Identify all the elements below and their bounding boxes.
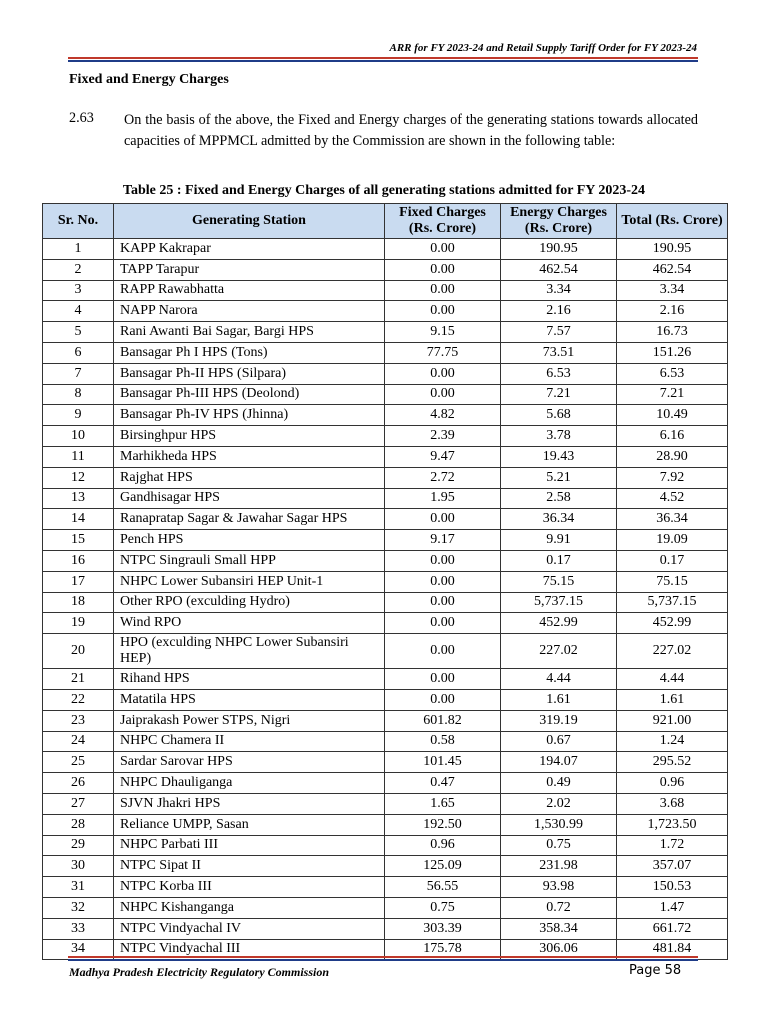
cell-total: 10.49 bbox=[617, 405, 728, 426]
cell-total: 3.34 bbox=[617, 280, 728, 301]
table-row bbox=[43, 530, 728, 551]
cell-fixed: 0.00 bbox=[385, 571, 501, 592]
cell-sr-no: 30 bbox=[43, 856, 114, 877]
cell-total: 921.00 bbox=[617, 710, 728, 731]
cell-sr-no: 15 bbox=[43, 530, 114, 551]
cell-sr-no: 8 bbox=[43, 384, 114, 405]
table-row bbox=[43, 918, 728, 939]
cell-station: NHPC Lower Subansiri HEP Unit-1 bbox=[114, 571, 385, 592]
cell-station: RAPP Rawabhatta bbox=[114, 280, 385, 301]
table-row bbox=[43, 710, 728, 731]
cell-station: Rajghat HPS bbox=[114, 467, 385, 488]
cell-total: 1.24 bbox=[617, 731, 728, 752]
header-total: Total (Rs. Crore) bbox=[617, 204, 728, 239]
cell-sr-no: 25 bbox=[43, 752, 114, 773]
cell-station: Gandhisagar HPS bbox=[114, 488, 385, 509]
cell-energy: 36.34 bbox=[501, 509, 617, 530]
cell-sr-no: 11 bbox=[43, 446, 114, 467]
table-row bbox=[43, 752, 728, 773]
cell-fixed: 0.00 bbox=[385, 384, 501, 405]
table-row bbox=[43, 301, 728, 322]
cell-energy: 2.58 bbox=[501, 488, 617, 509]
cell-fixed: 77.75 bbox=[385, 342, 501, 363]
cell-fixed: 9.17 bbox=[385, 530, 501, 551]
cell-energy: 319.19 bbox=[501, 710, 617, 731]
table-row bbox=[43, 342, 728, 363]
running-header: ARR for FY 2023-24 and Retail Supply Tariff Order for FY 2023-24 bbox=[389, 42, 697, 54]
cell-sr-no: 1 bbox=[43, 239, 114, 260]
cell-fixed: 0.00 bbox=[385, 669, 501, 690]
cell-energy: 73.51 bbox=[501, 342, 617, 363]
footer-organization: Madhya Pradesh Electricity Regulatory Commission bbox=[69, 965, 330, 979]
cell-total: 190.95 bbox=[617, 239, 728, 260]
cell-fixed: 9.15 bbox=[385, 322, 501, 343]
cell-station: Reliance UMPP, Sasan bbox=[114, 814, 385, 835]
cell-sr-no: 27 bbox=[43, 793, 114, 814]
cell-fixed: 2.39 bbox=[385, 426, 501, 447]
cell-station: SJVN Jhakri HPS bbox=[114, 793, 385, 814]
cell-sr-no: 24 bbox=[43, 731, 114, 752]
table-row bbox=[43, 897, 728, 918]
cell-total: 295.52 bbox=[617, 752, 728, 773]
table-row bbox=[43, 488, 728, 509]
cell-station: NAPP Narora bbox=[114, 301, 385, 322]
cell-total: 661.72 bbox=[617, 918, 728, 939]
cell-sr-no: 33 bbox=[43, 918, 114, 939]
table-row bbox=[43, 814, 728, 835]
cell-energy: 3.34 bbox=[501, 280, 617, 301]
cell-energy: 462.54 bbox=[501, 259, 617, 280]
cell-total: 462.54 bbox=[617, 259, 728, 280]
cell-sr-no: 14 bbox=[43, 509, 114, 530]
cell-total: 7.92 bbox=[617, 467, 728, 488]
cell-station: Bansagar Ph-IV HPS (Jhinna) bbox=[114, 405, 385, 426]
cell-station: Sardar Sarovar HPS bbox=[114, 752, 385, 773]
cell-energy: 75.15 bbox=[501, 571, 617, 592]
cell-sr-no: 7 bbox=[43, 363, 114, 384]
cell-station: NTPC Singrauli Small HPP bbox=[114, 550, 385, 571]
table-row bbox=[43, 773, 728, 794]
table-row bbox=[43, 405, 728, 426]
cell-total: 6.16 bbox=[617, 426, 728, 447]
cell-fixed: 0.00 bbox=[385, 550, 501, 571]
cell-fixed: 0.00 bbox=[385, 280, 501, 301]
cell-sr-no: 26 bbox=[43, 773, 114, 794]
cell-station: Jaiprakash Power STPS, Nigri bbox=[114, 710, 385, 731]
cell-station: Pench HPS bbox=[114, 530, 385, 551]
cell-fixed: 0.47 bbox=[385, 773, 501, 794]
cell-total: 150.53 bbox=[617, 877, 728, 898]
header-generating-station: Generating Station bbox=[114, 204, 385, 239]
paragraph-number: 2.63 bbox=[69, 110, 94, 126]
paragraph-text: On the basis of the above, the Fixed and Energy charges of the generating stations towards allocated capacities of MPPMCL admitted by the Commission are shown in the following table: bbox=[124, 112, 698, 149]
table-caption: Table 25 : Fixed and Energy Charges of all generating stations admitted for FY 2023-24 bbox=[122, 183, 646, 198]
cell-station: NHPC Chamera II bbox=[114, 731, 385, 752]
table-row bbox=[43, 592, 728, 613]
table-row bbox=[43, 426, 728, 447]
cell-sr-no: 3 bbox=[43, 280, 114, 301]
header-fixed-charges: Fixed Charges (Rs. Crore) bbox=[385, 204, 501, 239]
cell-station: Matatila HPS bbox=[114, 689, 385, 710]
cell-total: 7.21 bbox=[617, 384, 728, 405]
cell-sr-no: 19 bbox=[43, 613, 114, 634]
cell-station: NTPC Sipat II bbox=[114, 856, 385, 877]
cell-fixed: 0.58 bbox=[385, 731, 501, 752]
cell-total: 75.15 bbox=[617, 571, 728, 592]
cell-sr-no: 23 bbox=[43, 710, 114, 731]
cell-energy: 5.68 bbox=[501, 405, 617, 426]
table-row bbox=[43, 856, 728, 877]
cell-fixed: 0.00 bbox=[385, 592, 501, 613]
cell-sr-no: 2 bbox=[43, 259, 114, 280]
cell-sr-no: 6 bbox=[43, 342, 114, 363]
cell-station: Bansagar Ph-III HPS (Deolond) bbox=[114, 384, 385, 405]
table-row bbox=[43, 571, 728, 592]
cell-fixed: 0.75 bbox=[385, 897, 501, 918]
header-energy-charges: Energy Charges (Rs. Crore) bbox=[501, 204, 617, 239]
cell-station: NTPC Korba III bbox=[114, 877, 385, 898]
cell-sr-no: 5 bbox=[43, 322, 114, 343]
cell-energy: 0.67 bbox=[501, 731, 617, 752]
cell-fixed: 0.00 bbox=[385, 363, 501, 384]
footer-rule-blue bbox=[68, 959, 698, 961]
cell-sr-no: 21 bbox=[43, 669, 114, 690]
cell-energy: 2.02 bbox=[501, 793, 617, 814]
cell-energy: 6.53 bbox=[501, 363, 617, 384]
cell-total: 0.17 bbox=[617, 550, 728, 571]
cell-sr-no: 22 bbox=[43, 689, 114, 710]
section-title: Fixed and Energy Charges bbox=[69, 72, 229, 87]
cell-energy: 0.75 bbox=[501, 835, 617, 856]
table-row bbox=[43, 509, 728, 530]
cell-fixed: 0.00 bbox=[385, 634, 501, 669]
cell-fixed: 56.55 bbox=[385, 877, 501, 898]
cell-station: Bansagar Ph I HPS (Tons) bbox=[114, 342, 385, 363]
cell-fixed: 0.96 bbox=[385, 835, 501, 856]
cell-station: Wind RPO bbox=[114, 613, 385, 634]
table-row bbox=[43, 322, 728, 343]
table-row bbox=[43, 613, 728, 634]
cell-sr-no: 4 bbox=[43, 301, 114, 322]
footer-rule-red bbox=[68, 956, 698, 958]
cell-total: 2.16 bbox=[617, 301, 728, 322]
cell-station: NHPC Kishanganga bbox=[114, 897, 385, 918]
table-row bbox=[43, 835, 728, 856]
cell-total: 452.99 bbox=[617, 613, 728, 634]
cell-total: 1,723.50 bbox=[617, 814, 728, 835]
cell-fixed: 303.39 bbox=[385, 918, 501, 939]
cell-fixed: 0.00 bbox=[385, 689, 501, 710]
cell-energy: 194.07 bbox=[501, 752, 617, 773]
cell-sr-no: 34 bbox=[43, 939, 114, 960]
cell-energy: 93.98 bbox=[501, 877, 617, 898]
cell-station: Other RPO (exculding Hydro) bbox=[114, 592, 385, 613]
cell-total: 4.52 bbox=[617, 488, 728, 509]
header-sr-no: Sr. No. bbox=[43, 204, 114, 239]
cell-energy: 452.99 bbox=[501, 613, 617, 634]
cell-total: 28.90 bbox=[617, 446, 728, 467]
table-row bbox=[43, 550, 728, 571]
cell-energy: 358.34 bbox=[501, 918, 617, 939]
cell-energy: 306.06 bbox=[501, 939, 617, 960]
table-row bbox=[43, 446, 728, 467]
table-row bbox=[43, 467, 728, 488]
cell-station: Ranapratap Sagar & Jawahar Sagar HPS bbox=[114, 509, 385, 530]
cell-fixed: 192.50 bbox=[385, 814, 501, 835]
cell-total: 1.61 bbox=[617, 689, 728, 710]
table-row bbox=[43, 239, 728, 260]
cell-fixed: 9.47 bbox=[385, 446, 501, 467]
cell-total: 0.96 bbox=[617, 773, 728, 794]
cell-energy: 3.78 bbox=[501, 426, 617, 447]
cell-total: 227.02 bbox=[617, 634, 728, 669]
cell-fixed: 0.00 bbox=[385, 509, 501, 530]
table-row bbox=[43, 363, 728, 384]
charges-table bbox=[42, 203, 728, 960]
cell-fixed: 1.65 bbox=[385, 793, 501, 814]
cell-energy: 7.57 bbox=[501, 322, 617, 343]
cell-energy: 1,530.99 bbox=[501, 814, 617, 835]
cell-sr-no: 32 bbox=[43, 897, 114, 918]
cell-total: 1.72 bbox=[617, 835, 728, 856]
cell-fixed: 1.95 bbox=[385, 488, 501, 509]
cell-station: Birsinghpur HPS bbox=[114, 426, 385, 447]
table-row bbox=[43, 731, 728, 752]
cell-fixed: 2.72 bbox=[385, 467, 501, 488]
table-row bbox=[43, 634, 728, 669]
table-row bbox=[43, 280, 728, 301]
cell-sr-no: 18 bbox=[43, 592, 114, 613]
cell-total: 16.73 bbox=[617, 322, 728, 343]
cell-station: NHPC Parbati III bbox=[114, 835, 385, 856]
cell-fixed: 0.00 bbox=[385, 613, 501, 634]
cell-total: 3.68 bbox=[617, 793, 728, 814]
cell-energy: 227.02 bbox=[501, 634, 617, 669]
cell-sr-no: 12 bbox=[43, 467, 114, 488]
cell-total: 357.07 bbox=[617, 856, 728, 877]
cell-station: TAPP Tarapur bbox=[114, 259, 385, 280]
table-row bbox=[43, 793, 728, 814]
cell-total: 1.47 bbox=[617, 897, 728, 918]
cell-energy: 2.16 bbox=[501, 301, 617, 322]
cell-energy: 7.21 bbox=[501, 384, 617, 405]
table-row bbox=[43, 877, 728, 898]
cell-station: KAPP Kakrapar bbox=[114, 239, 385, 260]
header-rule-red bbox=[68, 57, 698, 59]
cell-sr-no: 29 bbox=[43, 835, 114, 856]
cell-energy: 0.17 bbox=[501, 550, 617, 571]
table-header-row bbox=[43, 204, 728, 239]
cell-total: 6.53 bbox=[617, 363, 728, 384]
table-row bbox=[43, 384, 728, 405]
cell-fixed: 0.00 bbox=[385, 239, 501, 260]
cell-fixed: 0.00 bbox=[385, 301, 501, 322]
cell-total: 5,737.15 bbox=[617, 592, 728, 613]
cell-total: 36.34 bbox=[617, 509, 728, 530]
table-row bbox=[43, 669, 728, 690]
cell-station: Bansagar Ph-II HPS (Silpara) bbox=[114, 363, 385, 384]
cell-sr-no: 9 bbox=[43, 405, 114, 426]
cell-energy: 19.43 bbox=[501, 446, 617, 467]
cell-fixed: 101.45 bbox=[385, 752, 501, 773]
cell-station: HPO (exculding NHPC Lower Subansiri HEP) bbox=[114, 634, 385, 669]
cell-total: 19.09 bbox=[617, 530, 728, 551]
cell-total: 151.26 bbox=[617, 342, 728, 363]
cell-sr-no: 10 bbox=[43, 426, 114, 447]
cell-station: Rihand HPS bbox=[114, 669, 385, 690]
page-number: Page 58 bbox=[629, 963, 682, 978]
table-row bbox=[43, 689, 728, 710]
cell-sr-no: 16 bbox=[43, 550, 114, 571]
cell-sr-no: 17 bbox=[43, 571, 114, 592]
cell-fixed: 4.82 bbox=[385, 405, 501, 426]
cell-station: NTPC Vindyachal IV bbox=[114, 918, 385, 939]
cell-energy: 9.91 bbox=[501, 530, 617, 551]
header-rule-blue bbox=[68, 60, 698, 62]
cell-energy: 190.95 bbox=[501, 239, 617, 260]
cell-sr-no: 31 bbox=[43, 877, 114, 898]
cell-station: NHPC Dhauliganga bbox=[114, 773, 385, 794]
cell-energy: 5,737.15 bbox=[501, 592, 617, 613]
cell-sr-no: 28 bbox=[43, 814, 114, 835]
cell-sr-no: 20 bbox=[43, 634, 114, 669]
cell-fixed: 601.82 bbox=[385, 710, 501, 731]
cell-energy: 4.44 bbox=[501, 669, 617, 690]
cell-station: Rani Awanti Bai Sagar, Bargi HPS bbox=[114, 322, 385, 343]
cell-total: 481.84 bbox=[617, 939, 728, 960]
cell-sr-no: 13 bbox=[43, 488, 114, 509]
cell-energy: 0.49 bbox=[501, 773, 617, 794]
table-row bbox=[43, 259, 728, 280]
cell-station: NTPC Vindyachal III bbox=[114, 939, 385, 960]
cell-energy: 5.21 bbox=[501, 467, 617, 488]
cell-energy: 0.72 bbox=[501, 897, 617, 918]
cell-energy: 231.98 bbox=[501, 856, 617, 877]
cell-station: Marhikheda HPS bbox=[114, 446, 385, 467]
cell-energy: 1.61 bbox=[501, 689, 617, 710]
cell-fixed: 175.78 bbox=[385, 939, 501, 960]
cell-fixed: 125.09 bbox=[385, 856, 501, 877]
cell-fixed: 0.00 bbox=[385, 259, 501, 280]
cell-total: 4.44 bbox=[617, 669, 728, 690]
